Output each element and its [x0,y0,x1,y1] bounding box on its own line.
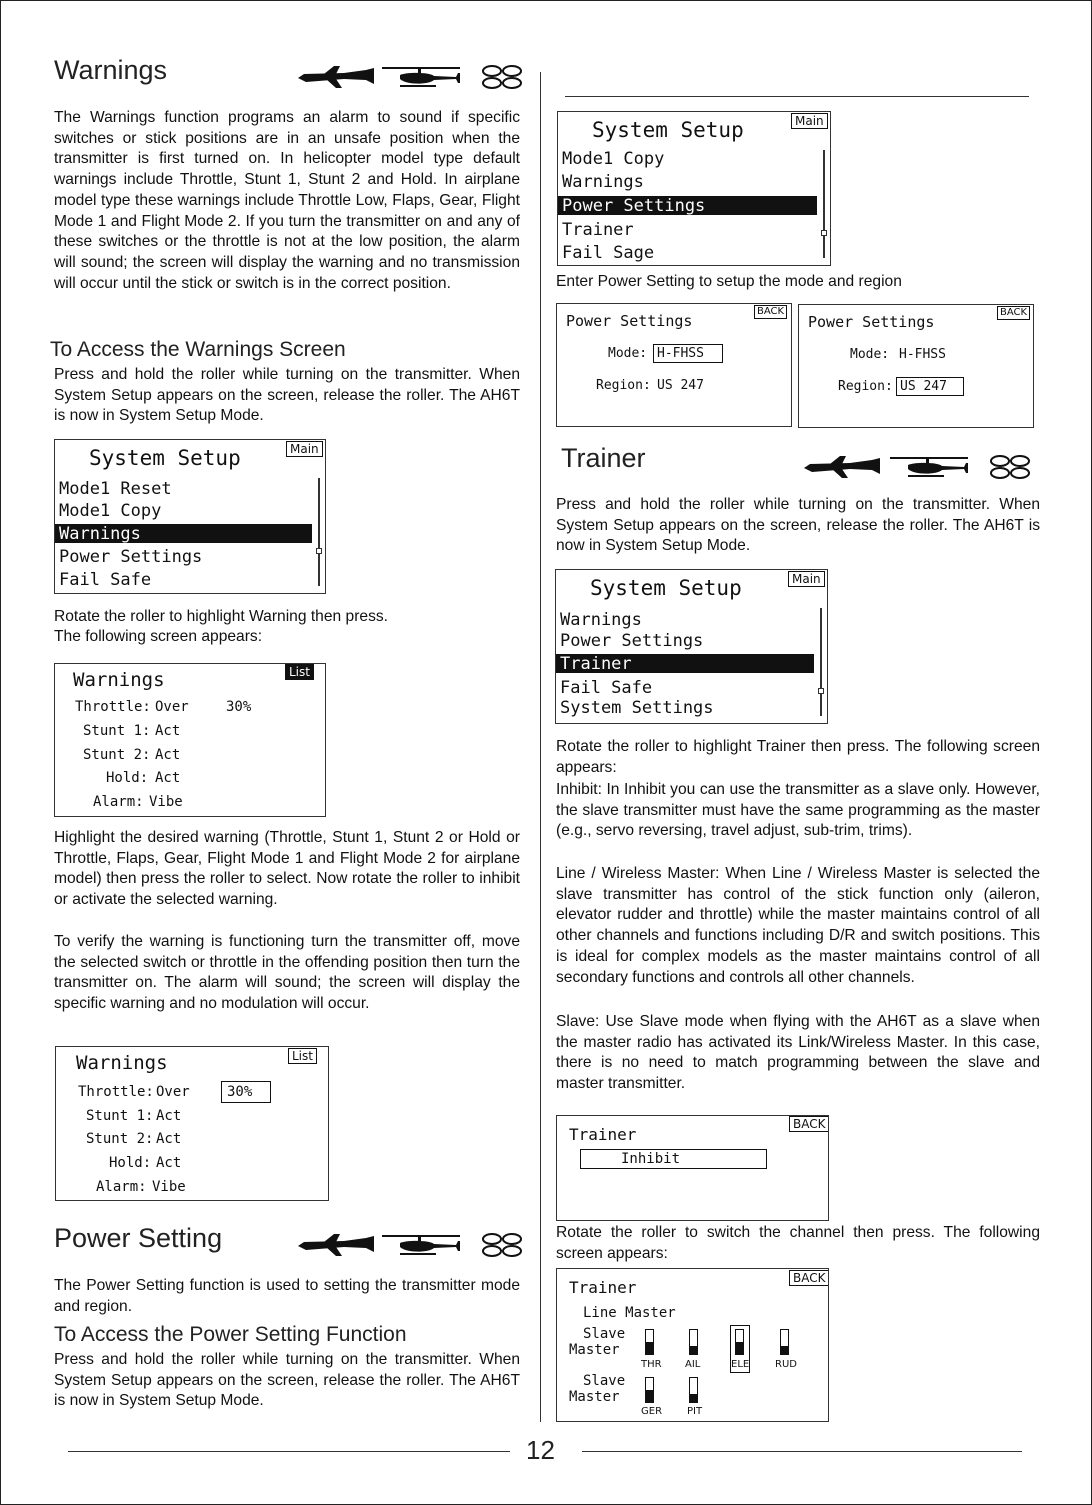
channel-switch-rud [780,1329,789,1355]
lcd-label: Region: [838,379,893,394]
trainer-access-text: Press and hold the roller while turning on the transmitter. When System Setup appears on the screen, release the roller. The AH6T is now in System Setup Mode. [556,496,1040,555]
lcd-menu-item: Mode1 Reset [59,479,172,499]
lcd-title: Warnings [76,1052,168,1074]
lcd-menu-item: Power Settings [560,631,704,651]
lcd-master-label: Master [569,1342,620,1358]
channel-label: PIT [687,1406,703,1417]
lcd-scrollbar [820,608,822,716]
lcd-back-tag: BACK [754,305,787,319]
lcd-scrollbar [823,150,825,258]
lcd-menu-item-selected: Trainer [560,654,632,674]
lcd-title: System Setup [89,446,241,470]
trainer-switch-text: Rotate the roller to switch the channel then press. The following screen appears: [556,1224,1040,1262]
channel-label: AIL [685,1359,701,1370]
lcd-menu-item: Fail Safe [560,678,653,698]
lcd-trainer-inhibit [556,1115,829,1221]
lcd-menu-item: Fail Safe [59,570,152,590]
lcd-label: Hold: [109,1155,152,1171]
lcd-label: Throttle: [78,1084,154,1100]
lcd-scroll-knob [818,688,824,694]
warnings-title: Warnings [54,55,168,85]
lcd-value: Act [156,1155,182,1171]
lcd-value: US 247 [657,378,704,393]
lcd-menu-item: Mode1 Copy [562,149,665,169]
lcd-slave-label: Slave [583,1326,626,1342]
lcd-title: System Setup [590,576,742,600]
warnings-access-text: Press and hold the roller while turning on the transmitter. When System Setup appears on the screen, release the roller. The AH6T is now in System Setup Mode. [54,366,520,425]
lcd-value: Vibe [152,1179,186,1195]
channel-switch-pit [689,1377,698,1403]
channel-switch-ele [735,1329,744,1355]
lcd-label: Alarm: [96,1179,147,1195]
lcd-menu-item-selected: Warnings [59,524,141,544]
lcd-master-label: Master [569,1389,620,1405]
channel-switch-ger [645,1377,654,1403]
lcd-list-tag: List [285,664,314,680]
channel-label: THR [641,1359,662,1370]
lcd-system-setup-power [557,111,831,266]
model-type-icons [296,62,528,92]
lcd-value: Act [156,1131,182,1147]
lcd-menu-item: Mode1 Copy [59,501,162,521]
lcd-value: Over [156,1084,190,1100]
channel-label: ELE [731,1359,750,1370]
trainer-rotate-text: Rotate the roller to highlight Trainer then press. The following screen appears: [556,738,1040,776]
lcd-label: Stunt 2: [86,1131,154,1147]
lcd-label: Stunt 1: [83,723,151,739]
lcd-slave-label: Slave [583,1373,626,1389]
lcd-menu-item: Trainer [562,220,634,240]
column-divider [540,72,541,1422]
lcd-value: Act [155,747,181,763]
footer-rule-left [68,1451,510,1452]
lcd-title: Warnings [73,669,165,691]
lcd-menu-item: Fail Sage [562,243,655,263]
lcd-label: Mode: [850,347,890,362]
lcd-back-tag: BACK [997,306,1030,320]
lcd-trainer-line-master [556,1268,829,1422]
warnings-rotate-text-2: The following screen appears: [54,628,263,645]
lcd-value: 30% [226,699,252,715]
trainer-slave-text: Slave: Use Slave mode when flying with the AH6T as a slave when the master radio has activated its Link/Wireless Master. In this case, there is no need to match programming between the slave and master transmitter. [556,1013,1040,1093]
lcd-value: Vibe [149,794,183,810]
lcd-value: Act [155,723,181,739]
lcd-value: H-FHSS [899,347,946,362]
channel-label: RUD [775,1359,797,1370]
power-access-text: Press and hold the roller while turning on the transmitter. When System Setup appears on the screen, release the roller. The AH6T is now in System Setup Mode. [54,1351,520,1410]
model-type-icons [296,1230,528,1260]
lcd-title: Power Settings [808,313,935,331]
lcd-label: Stunt 1: [86,1108,154,1124]
lcd-value-selected: Inhibit [621,1151,681,1167]
lcd-value: Act [155,770,181,786]
lcd-back-tag: BACK [789,1116,829,1132]
lcd-value: Over [155,699,189,715]
warnings-verify-text: To verify the warning is functioning turn the transmitter off, move the selected switch or throttle in the offending position then turn the transmitter on. The alarm will sound; the screen will display the specific warning and no modulation will occur. [54,933,520,1013]
power-access-heading: To Access the Power Setting Function [54,1323,407,1346]
power-setting-title: Power Setting [54,1223,223,1253]
warnings-intro: The Warnings function programs an alarm to sound if specific switches or stick positions are in an unsafe position when the transmitter is first turned on. In helicopter model type default warnings include Throttle, Stunt 1, Stunt 2 and Hold. In airplane model type these warnings include Throttle Low, Flaps, Gear, Flight Mode 1 and Flight Mode 2. If you turn the transmitter on and any of these switches or the throttle is not at the low position, the alarm will sound; the screen will display the warning and no transmission will occur until the stick or switch is in the correct position. [54,109,520,292]
lcd-main-tag: Main [788,571,825,587]
lcd-warnings-list [54,663,326,817]
lcd-menu-item: Warnings [560,610,642,630]
lcd-title: Trainer [569,1278,637,1297]
trainer-title: Trainer [561,443,646,473]
lcd-system-setup-warnings [54,439,326,594]
trainer-line-text: Line / Wireless Master: When Line / Wireless Master is selected the slave transmitter has control of the stick function only (aileron, elevator rudder and throttle) while the master maintains control of all other channels and functions including D/R and switch positions. This is ideal for complex models as the master maintains control of all secondary functions and controls all other channels. [556,865,1040,986]
lcd-label: Throttle: [75,699,151,715]
lcd-scroll-knob [821,230,827,236]
lcd-menu-item: Warnings [562,172,644,192]
lcd-power-mode [556,303,792,427]
lcd-label: Alarm: [93,794,144,810]
lcd-main-tag: Main [286,441,323,457]
lcd-title: Power Settings [566,312,693,330]
lcd-power-region [798,304,1034,428]
lcd-label: Stunt 2: [83,747,151,763]
lcd-main-tag: Main [791,113,828,129]
lcd-label: Mode: [608,346,648,361]
lcd-value-selected: 30% [227,1084,253,1100]
lcd-menu-item: System Settings [560,698,714,718]
lcd-scrollbar [318,478,320,586]
channel-label: GER [641,1406,663,1417]
power-intro: The Power Setting function is used to setting the transmitter mode and region. [54,1277,520,1315]
channel-switch-thr [645,1329,654,1355]
lcd-warnings-edit [55,1046,329,1201]
lcd-title: System Setup [592,118,744,142]
warnings-access-heading: To Access the Warnings Screen [50,338,346,361]
power-enter-text: Enter Power Setting to setup the mode and region [556,273,902,290]
lcd-value: Act [156,1108,182,1124]
channel-switch-ail [689,1329,698,1355]
warnings-rotate-text-1: Rotate the roller to highlight Warning then press. [54,608,389,625]
page-number: 12 [526,1435,555,1465]
lcd-value-selected: H-FHSS [657,346,704,361]
lcd-scroll-knob [316,548,322,554]
footer-rule-right [582,1451,1022,1452]
lcd-trainer-mode: Line Master [583,1305,676,1321]
lcd-label: Hold: [106,770,149,786]
lcd-list-tag: List [288,1048,317,1064]
lcd-back-tag: BACK [789,1270,829,1286]
lcd-label: Region: [596,378,651,393]
top-right-rule [565,96,1029,97]
lcd-value-selected: US 247 [900,379,947,394]
model-type-icons [802,452,1034,482]
lcd-system-setup-trainer [555,569,828,724]
lcd-menu-item-selected: Power Settings [562,196,706,216]
lcd-title: Trainer [569,1125,637,1144]
warnings-highlight-text: Highlight the desired warning (Throttle, Stunt 1, Stunt 2 or Hold or Throttle, Flaps, Gear, Flight Mode 1 and Flight Mode 2 for airplane model) then press the roller to select. Now rotate the roller to inhibit or activate the selected warning. [54,829,520,909]
lcd-menu-item: Power Settings [59,547,203,567]
trainer-inhibit-text: Inhibit: In Inhibit you can use the transmitter as a slave only. However, the slave transmitter must have the same programming as the master (e.g., servo reversing, travel adjust, sub-trim, trims). [556,781,1040,840]
